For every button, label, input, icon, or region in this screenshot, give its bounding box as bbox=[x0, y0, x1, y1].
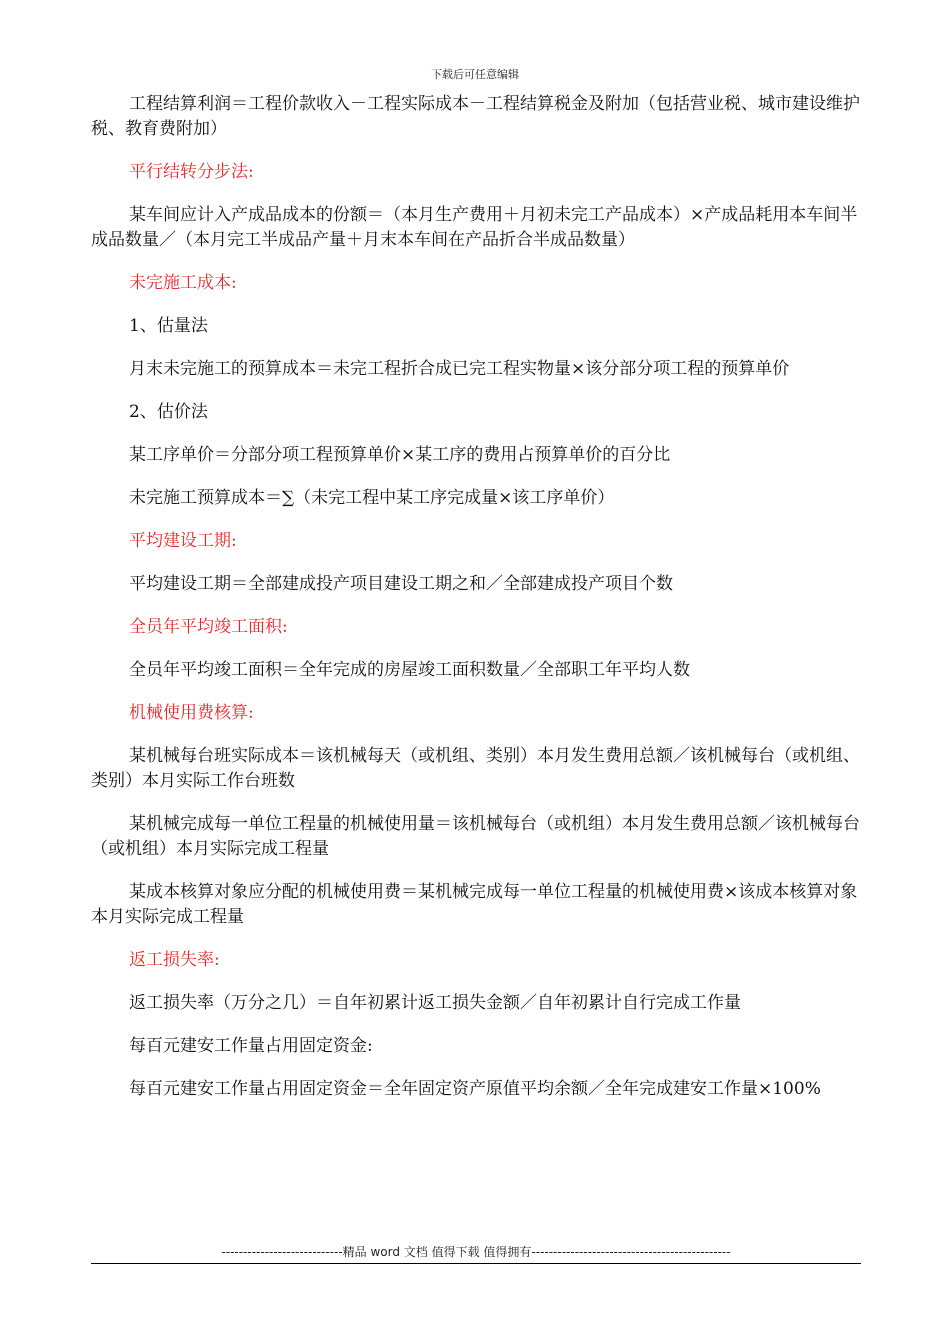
paragraph: 返工损失率（万分之几）＝自年初累计返工损失金额／自年初累计自行完成工作量 bbox=[129, 993, 741, 1013]
section-heading: 未完施工成本: bbox=[129, 273, 237, 293]
paragraph: 未完施工预算成本＝∑（未完工程中某工序完成量×该工序单价） bbox=[129, 488, 615, 508]
paragraph: 全员年平均竣工面积＝全年完成的房屋竣工面积数量／全部职工年平均人数 bbox=[129, 660, 690, 680]
paragraph: 2、估价法 bbox=[129, 402, 208, 422]
section-heading: 返工损失率: bbox=[129, 950, 220, 970]
paragraph: 某车间应计入产成品成本的份额＝（本月生产费用＋月初未完工产品成本）×产成品耗用本车间半成品数量／（本月完工半成品产量＋月末本车间在产品折合半成品数量） bbox=[91, 205, 858, 250]
footer-rule bbox=[91, 1263, 861, 1264]
section-heading: 全员年平均竣工面积: bbox=[129, 617, 288, 637]
page-header: 下载后可任意编辑 bbox=[431, 68, 519, 81]
paragraph: 平均建设工期＝全部建成投产项目建设工期之和／全部建成投产项目个数 bbox=[129, 574, 673, 594]
paragraph: 每百元建安工作量占用固定资金＝全年固定资产原值平均余额／全年完成建安工作量×100% bbox=[129, 1079, 821, 1099]
document-body bbox=[91, 92, 861, 1120]
section-heading: 平行结转分步法: bbox=[129, 162, 254, 182]
paragraph: 月末未完施工的预算成本＝未完工程折合成已完工程实物量×该分部分项工程的预算单价 bbox=[129, 359, 790, 379]
paragraph: 1、估量法 bbox=[129, 316, 208, 336]
paragraph: 每百元建安工作量占用固定资金: bbox=[129, 1036, 373, 1056]
section-heading: 机械使用费核算: bbox=[129, 703, 254, 723]
paragraph: 工程结算利润＝工程价款收入－工程实际成本－工程结算税金及附加（包括营业税、城市建设维护税、教育费附加） bbox=[91, 94, 860, 139]
page-footer: ----------------------------精品 word 文档 值得下载 值得拥有---------------------------------------------- bbox=[221, 1245, 731, 1259]
paragraph: 某成本核算对象应分配的机械使用费＝某机械完成每一单位工程量的机械使用费×该成本核算对象本月实际完成工程量 bbox=[91, 882, 858, 927]
paragraph: 某机械每台班实际成本＝该机械每天（或机组、类别）本月发生费用总额／该机械每台（或机组、类别）本月实际工作台班数 bbox=[91, 746, 860, 791]
paragraph: 某工序单价＝分部分项工程预算单价×某工序的费用占预算单价的百分比 bbox=[129, 445, 671, 465]
paragraph: 某机械完成每一单位工程量的机械使用量＝该机械每台（或机组）本月发生费用总额／该机械每台（或机组）本月实际完成工程量 bbox=[91, 814, 860, 859]
section-heading: 平均建设工期: bbox=[129, 531, 237, 551]
